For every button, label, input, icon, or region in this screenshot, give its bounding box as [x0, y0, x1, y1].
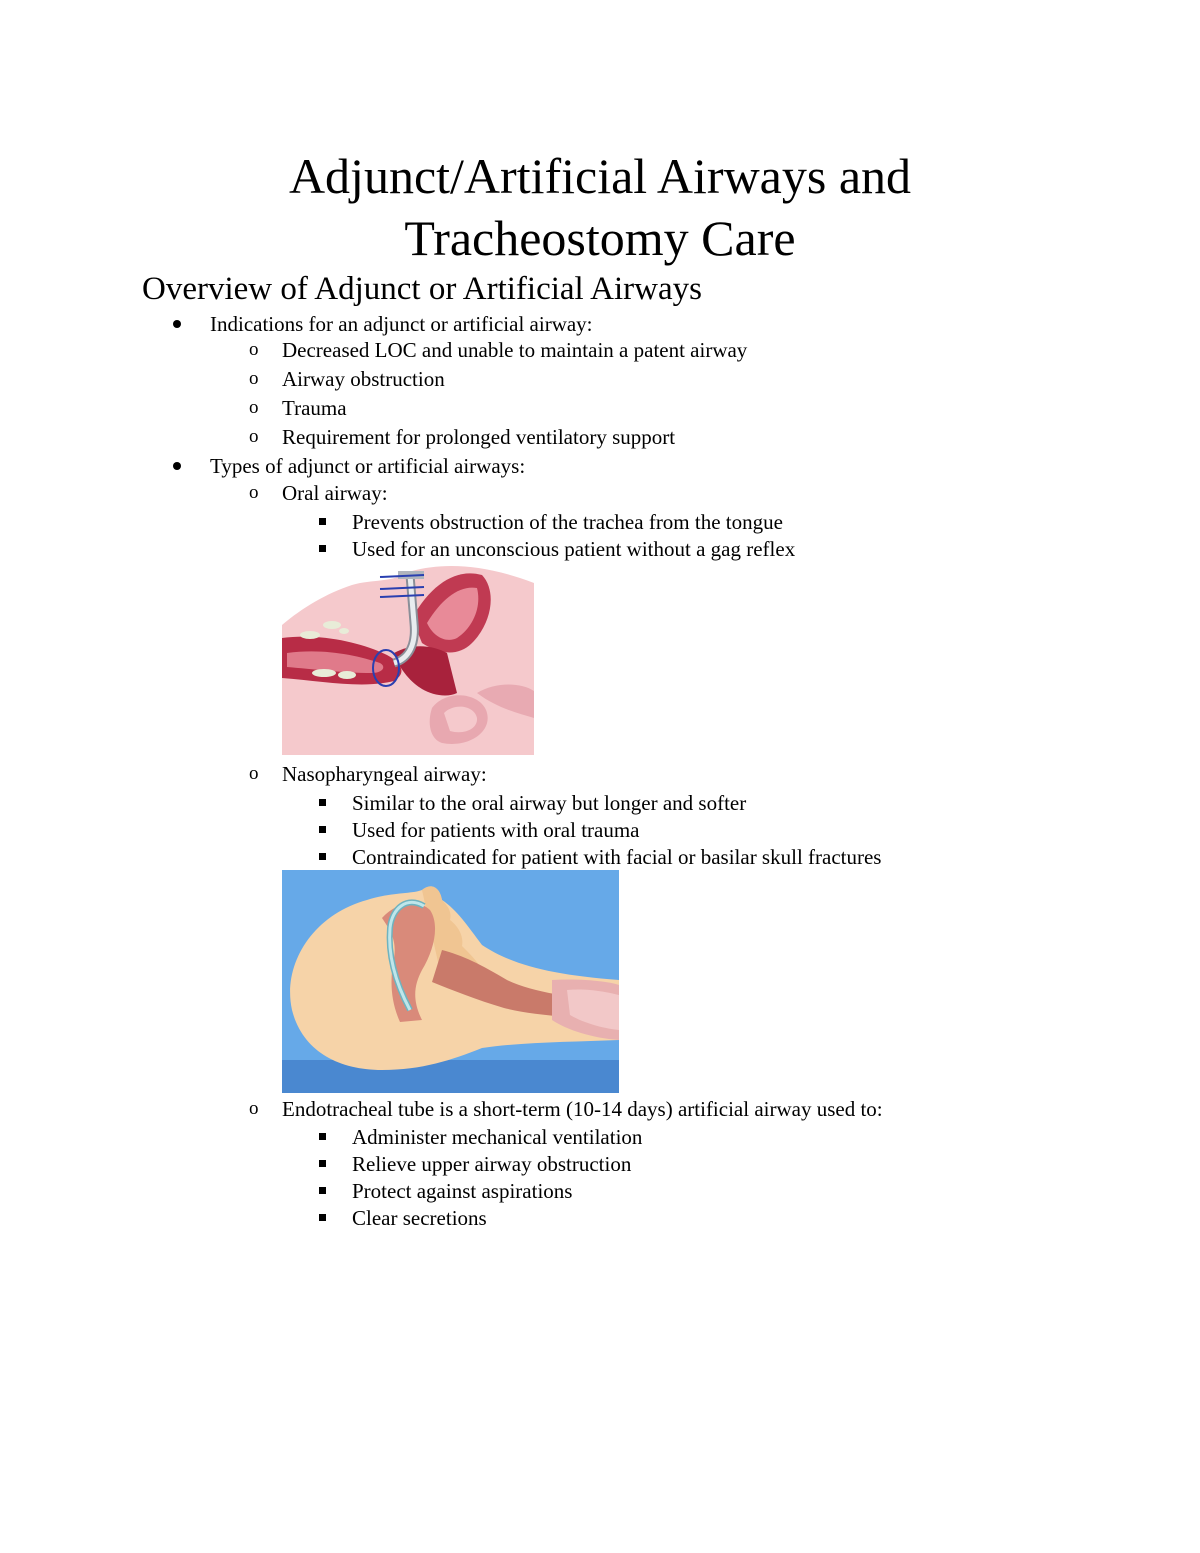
list-item-text: Used for an unconscious patient without a gag reflex [352, 537, 796, 561]
list-item-text: Clear secretions [352, 1206, 487, 1230]
nasopharyngeal-airway-illustration [282, 870, 619, 1093]
list-item [352, 1178, 572, 1204]
list-item-text: Airway obstruction [282, 367, 445, 391]
list-item [352, 1205, 487, 1231]
list-item-text: Similar to the oral airway but longer and softer [352, 791, 747, 815]
list-item-text: Prevents obstruction of the trachea from the tongue [352, 510, 783, 534]
circle-marker: o [249, 339, 259, 360]
list-item-text: Protect against aspirations [352, 1179, 573, 1203]
list-item-types [210, 453, 525, 479]
list-item-indications [210, 311, 593, 337]
list-item [249, 424, 676, 450]
list-item-text: Types of adjunct or artificial airways: [210, 454, 526, 478]
list-item-text: Used for patients with oral trauma [352, 818, 640, 842]
page-title-line-1: Adjunct/Artificial Airways and [288, 148, 912, 204]
list-item-text: Nasopharyngeal airway: [282, 762, 487, 786]
list-item [352, 536, 795, 562]
circle-marker: o [249, 763, 259, 784]
list-item-text: Contraindicated for patient with facial or basilar skull fractures [352, 845, 882, 869]
list-item [352, 790, 746, 816]
section-heading: Overview of Adjunct or Artificial Airways [142, 271, 702, 307]
list-item-text: Endotracheal tube is a short-term (10-14 days) artificial airway used to: [282, 1097, 883, 1121]
list-item [352, 509, 783, 535]
list-item [249, 337, 748, 363]
list-item-text: Relieve upper airway obstruction [352, 1152, 632, 1176]
list-item [352, 1124, 642, 1150]
circle-marker: o [249, 426, 259, 447]
list-item [249, 366, 445, 392]
circle-marker: o [249, 397, 259, 418]
list-item-text: Decreased LOC and unable to maintain a patent airway [282, 338, 748, 362]
list-item [352, 1151, 631, 1177]
list-item-oral-airway [249, 480, 388, 506]
page-title-line-2: Tracheostomy Care [404, 210, 796, 266]
circle-marker: o [249, 1098, 259, 1119]
list-item-text: Trauma [282, 396, 347, 420]
list-item-text: Oral airway: [282, 481, 388, 505]
list-item [352, 844, 881, 870]
list-item-nasopharyngeal-airway [249, 761, 487, 787]
list-item-endotracheal-tube [249, 1096, 883, 1122]
circle-marker: o [249, 368, 259, 389]
list-item [249, 395, 347, 421]
circle-marker: o [249, 482, 259, 503]
list-item-text: Administer mechanical ventilation [352, 1125, 643, 1149]
list-item [352, 817, 640, 843]
list-item-text: Requirement for prolonged ventilatory support [282, 425, 676, 449]
oral-airway-illustration [282, 563, 534, 755]
list-item-text: Indications for an adjunct or artificial airway: [210, 312, 593, 336]
